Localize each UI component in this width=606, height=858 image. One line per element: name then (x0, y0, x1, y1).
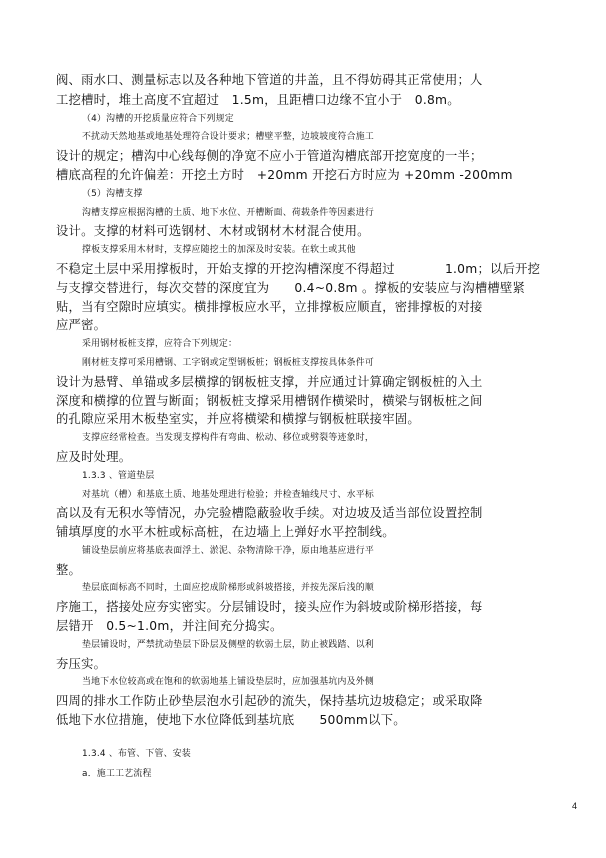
text-line: 当地下水位较高或在饱和的软弱地基上铺设垫层时，应加强基坑内及外侧 (82, 677, 374, 687)
text-line: 阀、雨水口、测量标志以及各种地下管道的井盖，且不得妨碍其正常使用；人 (56, 73, 483, 87)
text-line: 刚材桩支撑可采用槽钢、工字钢或定型钢板桩；钢板桩支撑按具体条件可 (82, 358, 374, 368)
text-line: 四周的排水工作防止砂垫层泡水引起砂的流失，保持基坑边坡稳定；或采取降 (56, 694, 483, 708)
text-line: 对基坑（槽）和基底土质、地基处理进行检验；并检查轴线尺寸、水平标 (82, 490, 374, 500)
section-heading: 1.3.3 、管道垫层 (82, 471, 155, 481)
text-line: 垫层铺设时，严禁扰动垫层下卧层及侧壁的软弱土层，防止被践踏、以利 (82, 640, 374, 650)
text-line: 不扰动天然地基或地基处理符合设计要求；槽壁平整，边坡坡度符合施工 (82, 132, 374, 142)
text-line: 深度和横撑的位置与断面；钢板桩支撑采用槽钢作横梁时，横梁与钢板桩之间 (56, 394, 483, 408)
text-line: 槽底高程的允许偏差：开挖土方时 +20mm 开挖石方时应为 +20mm -200mm (56, 168, 513, 182)
section-heading: 1.3.4 、布管、下管、安装 (82, 749, 192, 759)
text-line: 设计为悬臂、单锚或多层横撑的钢板桩支撑，并应通过计算确定钢板桩的入土 (56, 375, 483, 389)
text-line: 沟槽支撑应根据沟槽的土质、地下水位、开槽断面、荷载条件等因素进行 (82, 208, 374, 218)
text-line: 低地下水位措施，使地下水位降低到基坑底 500mm以下。 (56, 713, 406, 727)
text-line: 支撑应经常检查。当发现支撑构件有弯曲、松动、移位或劈裂等迹象时， (82, 433, 374, 443)
text-line: 高以及有无积水等情况，办完验槽隐蔽验收手续。对边坡及适当部位设置控制 (56, 506, 483, 520)
text-line: 设计。支撑的材料可选钢材、木材或钢材木材混合使用。 (56, 224, 370, 238)
text-line: 层错开 0.5~1.0m，并注间充分捣实。 (56, 619, 283, 633)
text-line: 设计的规定；槽沟中心线每侧的净宽不应小于管道沟槽底部开挖宽度的一半； (56, 149, 483, 163)
text-line: 序施工，搭接处应夯实密实。分层铺设时，接头应作为斜坡或阶梯形搭接，每 (56, 600, 483, 614)
section-heading: （5）沟槽支撑 (82, 189, 143, 199)
text-line: 与支撑交替进行，每次交替的深度宜为 0.4~0.8m 。撑板的安装应与沟槽槽壁紧 (56, 281, 526, 295)
text-line: 撑板支撑采用木材时，支撑应随挖土的加深及时安装。在软土或其他 (82, 245, 356, 255)
text-line: 应及时处理。 (56, 450, 132, 464)
text-line: 的孔隙应采用木板垫室实，并应将横梁和横撑与钢板桩联接牢固。 (56, 412, 420, 426)
text-line: 贴，当有空隙时应填实。横排撑板应水平，立排撑板应顺直，密排撑板的对接 (56, 300, 483, 314)
text-line: 工挖槽时，堆土高度不宜超过 1.5m，且距槽口边缘不宜小于 0.8m。 (56, 93, 460, 107)
page-number: 4 (572, 801, 578, 811)
text-line: 铺设垫层前应将基底表面浮土、淤泥、杂物清除干净，原由地基应进行平 (82, 546, 374, 556)
text-line: 铺填厚度的水平木桩或标高桩，在边墙上上弹好水平控制线。 (56, 525, 395, 539)
text-line: 垫层底面标高不同时，土面应挖成阶梯形或斜坡搭接，并按先深后浅的顺 (82, 583, 374, 593)
text-line: 不稳定土层中采用撑板时，开始支撑的开挖沟槽深度不得超过 1.0m；以后开挖 (56, 262, 541, 276)
text-line: 夯压实。 (56, 657, 107, 671)
text-line: 应严密。 (56, 318, 107, 332)
section-heading: （4）沟槽的开挖质量应符合下列规定 (82, 114, 234, 124)
text-line: 采用钢材板桩支撑，应符合下列规定： (82, 339, 238, 349)
text-line: a．施工工艺流程 (82, 769, 152, 779)
text-line: 整。 (56, 563, 82, 577)
